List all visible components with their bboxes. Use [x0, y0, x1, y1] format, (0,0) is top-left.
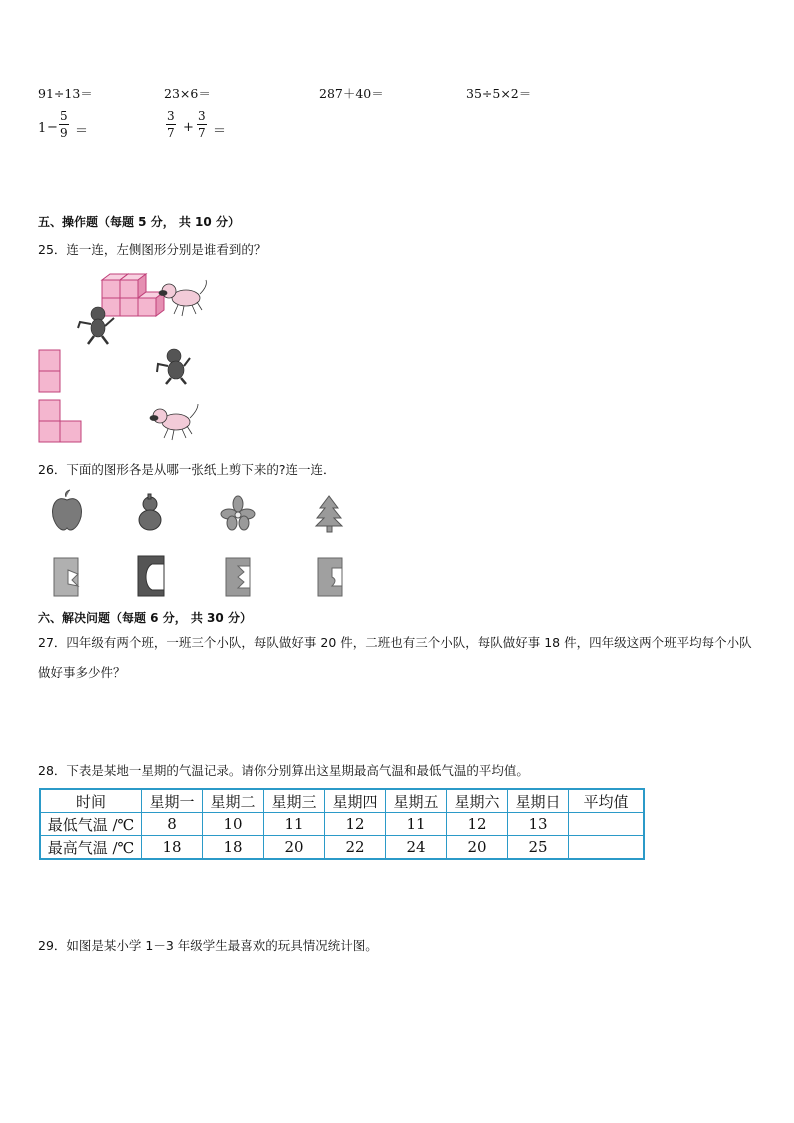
header-cell: 星期四	[325, 789, 386, 813]
monkey-option-icon	[157, 349, 190, 384]
paper-sheet-1	[54, 558, 78, 596]
table-row	[40, 836, 644, 860]
calc-item-4: 35÷5×2＝	[466, 86, 532, 101]
table-cell: 10	[203, 813, 264, 836]
temperature-table	[39, 788, 645, 860]
question-25: 25．连一连，左侧图形分别是谁看到的？	[38, 242, 267, 257]
table-row	[40, 813, 644, 836]
table-cell: 12	[325, 813, 386, 836]
question-29: 29．如图是某小学 1－3 年级学生最喜欢的玩具情况统计图。	[38, 938, 378, 953]
question-27: 27．四年级有两个班，一班三个小队，每队做好事 20 件，二班也有三个小队，每队做好事 18 件，四年级这两个班平均每个小队做好事多少件？	[38, 635, 752, 680]
numerator: 5	[60, 109, 68, 123]
table-cell: 8	[142, 813, 203, 836]
header-cell: 平均值	[569, 789, 645, 813]
header-cell: 星期三	[264, 789, 325, 813]
q25-figure	[36, 266, 216, 446]
numerator: 3	[198, 109, 206, 123]
table-cell: 11	[264, 813, 325, 836]
table-cell: 20	[264, 836, 325, 860]
header-cell: 星期二	[203, 789, 264, 813]
calc-item-3: 287＋40＝	[319, 86, 384, 101]
whole-number: 1	[38, 121, 47, 136]
question-26: 26．下面的图形各是从哪一张纸上剪下来的?连一连．	[38, 462, 336, 477]
dog-option-icon	[150, 404, 198, 440]
denominator: 7	[198, 126, 206, 140]
paper-sheet-3	[226, 558, 250, 596]
view-vertical-two-squares	[39, 350, 60, 392]
apple-shape-icon	[53, 490, 82, 530]
header-cell: 星期日	[508, 789, 569, 813]
table-cell: 18	[142, 836, 203, 860]
table-cell: 12	[447, 813, 508, 836]
view-l-shape	[39, 400, 81, 442]
dog-icon	[159, 280, 206, 316]
row-label: 最高气温 /℃	[40, 836, 142, 860]
table-cell: 13	[508, 813, 569, 836]
equals-sign: ＝	[75, 124, 89, 139]
denominator: 7	[167, 126, 175, 140]
question-28: 28．下表是某地一星期的气温记录。请你分别算出这星期最高气温和最低气温的平均值。	[38, 763, 529, 778]
gourd-shape-icon	[139, 494, 161, 530]
header-cell: 星期五	[386, 789, 447, 813]
row-label: 最低气温 /℃	[40, 813, 142, 836]
fraction-3-7-a	[166, 110, 176, 139]
equals-sign: ＝	[213, 124, 227, 139]
calc-item-2: 23×6＝	[164, 86, 211, 101]
table-cell: 11	[386, 813, 447, 836]
paper-sheet-2	[138, 556, 164, 596]
denominator: 9	[60, 126, 68, 140]
section-six-title: 六、解决问题（每题 6 分， 共 30 分）	[38, 611, 252, 625]
flower-shape-icon	[221, 496, 255, 530]
table-header-row	[40, 789, 644, 813]
header-cell: 星期一	[142, 789, 203, 813]
table-cell: 24	[386, 836, 447, 860]
fraction-3-7-b	[197, 110, 207, 139]
average-cell[interactable]	[569, 836, 645, 860]
tree-shape-icon	[316, 496, 342, 532]
header-cell: 时间	[40, 789, 142, 813]
fraction-5-9	[59, 110, 69, 139]
average-cell[interactable]	[569, 813, 645, 836]
table-cell: 25	[508, 836, 569, 860]
numerator: 3	[167, 109, 175, 123]
minus-sign: −	[47, 120, 58, 135]
header-cell: 星期六	[447, 789, 508, 813]
q26-figure	[40, 488, 360, 606]
section-five-title: 五、操作题（每题 5 分， 共 10 分）	[38, 215, 240, 229]
paper-sheet-4	[318, 558, 342, 596]
table-cell: 20	[447, 836, 508, 860]
plus-sign: +	[183, 120, 194, 135]
calc-item-1: 91÷13＝	[38, 86, 93, 101]
table-cell: 22	[325, 836, 386, 860]
cube-stack-figure	[102, 274, 164, 316]
table-cell: 18	[203, 836, 264, 860]
